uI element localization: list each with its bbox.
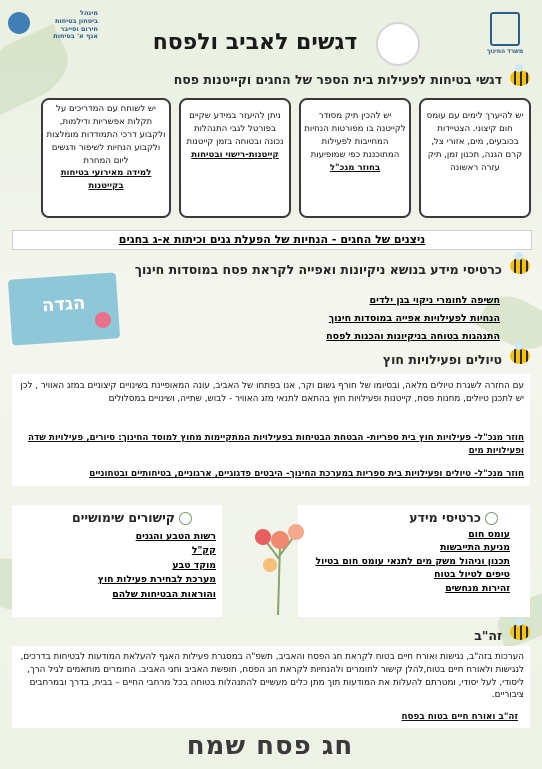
- card-text: ניתן להיעזר במידע שקיים בפורטל לגבי התנהלות נכונה ובטוחה בזמן קייטנות: [186, 111, 284, 147]
- flower-icon: [179, 512, 192, 525]
- tip-card: [179, 98, 291, 218]
- list-item-link[interactable]: מערכת לבחירת פעילות חוץ: [97, 574, 216, 586]
- list-item-link[interactable]: והוראות הבטיחות שלהם: [112, 588, 216, 600]
- list-item-link[interactable]: טיפים לטיול בטוח: [434, 569, 510, 581]
- ministry-name: משרד החינוך: [486, 48, 524, 55]
- administration-logo: [8, 10, 98, 41]
- cleaning-links-list: [170, 292, 500, 346]
- logo-line: מינהל: [80, 9, 98, 17]
- bee-icon: [510, 258, 530, 274]
- info-cards-list: [310, 528, 510, 595]
- flower-icon: [95, 312, 111, 328]
- ministry-logo: [480, 12, 530, 55]
- card-text: יש להיערך לימים עם עומס חום קיצוני. הצטיידות בכובעים, מים, אזורי צל, קרם הגנה, תכנון זמן, תיק עזרה ראשונה: [426, 111, 524, 173]
- info-cards-title: כרטיסי מידע: [409, 510, 481, 525]
- logo-line: אגף א' בטיחות: [53, 32, 98, 41]
- trips-paragraph: עם החזרה לשגרת טיולים מלאה, ובסיומו של חורף גשום וקר, אנו בפתחו של האביב, עונה המאופיינת בשינויים קיצוניים במזג האוויר , לכן יש לתכנן טיולים, מחנות פסח, קייטנות ופעילויות חוץ בהתאם לתנאי מזג האוויר - לבוש, שתייה, ושינויים במסלולים: [20, 381, 524, 404]
- road-safety-paragraph: הערכות בזה"ב, נגישות ואורח חיים בטוח לקראת חג הפסח והאביב, תשפ"ה במסגרת פעילות האגף להעלאת המודעות לבטיחות בדרכים, לנגישות ולאורח חיים בטוח,להלן קישור לחומרים ולהנחיות לקראת חג הפסח, חופשת האביב וחגי האביב. החומרים מותאמים לגיל הרך, ליסודי, לעל יסודי, ומטרתם להעלות את המודעות תוך מתן כלים מעשיים להתנהלות בטוחה בכל מרחבי החיים – בבית, בדרך ובמרחבים ציבוריים.: [20, 652, 524, 701]
- list-item-link[interactable]: זהירות מנחשים: [445, 582, 510, 594]
- emblem-icon: [490, 12, 520, 46]
- flower-vase-illustration: [250, 515, 310, 625]
- kindergarten-guidelines-link[interactable]: ניצנים של החגים - הנחיות של הפעלת גנים וכיתות א-ג בחגים: [12, 230, 532, 250]
- useful-links-heading: [72, 510, 192, 525]
- haggada-title: הגדה: [41, 292, 87, 317]
- holiday-greeting: חג פסח שמח: [186, 731, 354, 761]
- list-item-link[interactable]: מניעת התייבשות: [440, 542, 510, 554]
- administration-logo-icon: [8, 12, 30, 34]
- card-link[interactable]: בחוזר מנכ"ל: [329, 162, 381, 173]
- flower-icon: [485, 512, 498, 525]
- trips-circular-link[interactable]: חוזר מנכ"ל- טיולים ופעילויות בית ספריות במערכת החינוך- היבטים פדגוגיים, ארגוניים, בטיחותיים ובטחוניים: [89, 469, 524, 479]
- section-heading: כרטיסי מידע בנושא ניקיונות ואפייה לקראת פסח במוסדות חינוך: [134, 262, 502, 277]
- haggada-illustration: [8, 272, 120, 345]
- logo-line: ביטחון בטיחות: [55, 16, 98, 25]
- list-item-link[interactable]: הנחיות לפעילויות אפייה במוסדות חינוך: [328, 313, 500, 325]
- info-cards-heading: [409, 510, 498, 525]
- tip-card: [299, 98, 411, 218]
- useful-links-list: [20, 530, 216, 602]
- card-text: יש לשוחח עם המדריכים על תקלות אפשריות ודילמות, ולקבוע דרכי התמודדות מומלצות ולקבוע הנחיות לשיפור ודגשים ליום המחרת: [46, 104, 166, 166]
- card-link[interactable]: למידה מאירועי בטיחות בקייטנות: [60, 168, 152, 192]
- logo-line: חירום וסייבר: [60, 24, 98, 33]
- page-title: דגשים לאביב ולפסח: [152, 30, 358, 55]
- section-heading: טיולים ופעילויות חוץ: [382, 352, 502, 367]
- list-item-link[interactable]: התנהגות בטוחה בניקיונות והכנות לפסח: [326, 331, 500, 343]
- list-item-link[interactable]: תכנון וניהול משק מים לתנאי עומס חום בטיול: [315, 555, 510, 567]
- list-item-link[interactable]: עומס חום: [468, 529, 510, 540]
- list-item-link[interactable]: חשיפה לחומרי ניקוי בגן ילדים: [369, 295, 500, 306]
- bee-icon: [510, 348, 530, 364]
- card-text: יש להכין תיק מסודר לקייטנה בו מפורטות הנחיות המחייבות לפעילות המתוכננת כפי שמופיעות: [304, 111, 406, 160]
- list-item-link[interactable]: קק"ל: [191, 545, 216, 557]
- list-item-link[interactable]: מוקד טבע: [172, 559, 216, 571]
- useful-links-title: קישורים שימושיים: [72, 510, 175, 525]
- section-heading: דגשי בטיחות לפעילות בית הספר של החגים וקייטנות פסח: [173, 72, 502, 87]
- bee-icon: [510, 70, 530, 86]
- tip-card: [419, 98, 531, 218]
- bee-icon: [510, 624, 530, 640]
- section-heading: זה"ב: [474, 628, 502, 643]
- list-item-link[interactable]: רשות הטבע והגנים: [135, 531, 216, 542]
- trips-circular-link[interactable]: חוזר מנכ"ל- פעילויות חוץ בית ספריות- הבטחת הבטיחות בפעילויות המתקיימות מחוץ למוסד החינוך: סיורים, פעילויות שדה ופעילויות מים: [27, 433, 524, 456]
- tip-card: [41, 98, 171, 218]
- road-safety-link[interactable]: זה"ב ואורח חיים בטוח בפסח: [401, 712, 518, 722]
- card-link[interactable]: קייטנות-רישוי ובטיחות: [191, 149, 279, 160]
